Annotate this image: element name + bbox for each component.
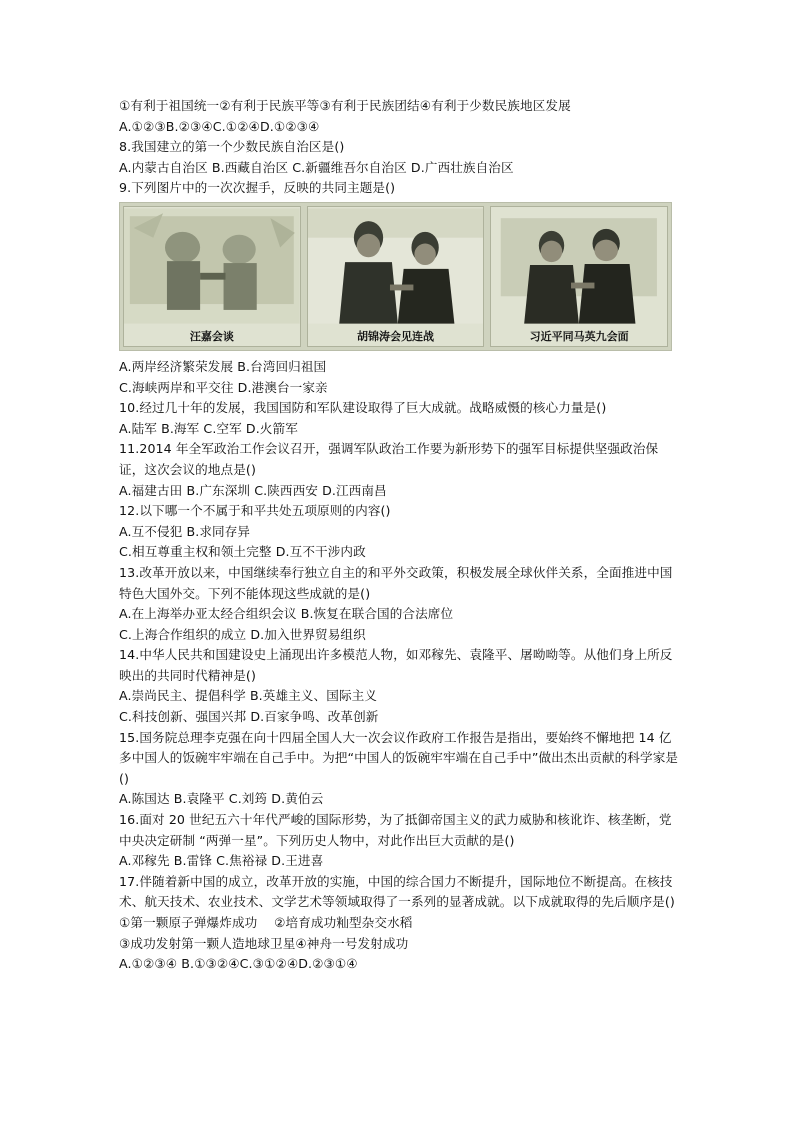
question-17: 17.伴随着新中国的成立，改革开放的实施，中国的综合国力不断提升，国际地位不断提高。在核技术、航天技术、农业技术、文学艺术等领域取得了一系列的显著成就。以下成就取得的先后顺序是() — [119, 873, 675, 910]
question-14-answers-cd: C.科技创新、强国兴邦 D.百家争鸣、改革创新 — [119, 709, 379, 725]
question-14: 14.中华人民共和国建设史上涌现出许多模范人物，如邓稼先、袁隆平、屠呦呦等。从他们身上所反映出的共同时代精神是() — [119, 647, 673, 683]
question-10-answers: A.陆军 B.海军 C.空军 D.火箭军 — [119, 420, 298, 436]
question-11: 11.2014 年全军政治工作会议召开，强调军队政治工作要为新形势下的强军目标提供坚强政治保证，这次会议的地点是() — [119, 441, 659, 477]
question-13: 13.改革开放以来，中国继续奉行独立自主的和平外交政策，积极发展全球伙伴关系，全面推进中国特色大国外交。下列不能体现这些成就的是() — [119, 564, 673, 601]
photo-caption: 胡锦涛会见连战 — [357, 329, 434, 343]
photo-caption: 汪嘉会谈 — [189, 329, 234, 343]
q7-answers: A.①②③B.②③④C.①②④D.①②③④ — [119, 118, 320, 134]
question-10: 10.经过几十年的发展，我国国防和军队建设取得了巨大成就。战略威慑的核心力量是() — [119, 400, 607, 416]
handshake-photos — [119, 202, 672, 351]
question-17-options-34: ③成功发射第一颗人造地球卫星④神舟一号发射成功 — [119, 935, 409, 951]
question-15-answers: A.陈国达 B.袁隆平 C.刘筠 D.黄伯云 — [119, 791, 324, 807]
question-8: 8.我国建立的第一个少数民族自治区是() — [119, 139, 345, 155]
question-9-answers-ab: A.两岸经济繁荣发展 B.台湾回归祖国 — [119, 358, 327, 374]
question-17-options-12: ①第一颗原子弹爆炸成功 ②培育成功籼型杂交水稻 — [119, 915, 413, 930]
question-8-answers: A.内蒙古自治区 B.西藏自治区 C.新疆维吾尔自治区 D.广西壮族自治区 — [119, 159, 514, 175]
exam-page — [119, 96, 679, 975]
question-12-answers-ab: A.互不侵犯 B.求同存异 — [119, 523, 251, 539]
photo-xi-ma-meeting — [490, 206, 668, 347]
handshake-scene-2 — [308, 207, 484, 325]
question-17-answers: A.①②③④ B.①③②④C.③①②④D.②③①④ — [119, 956, 358, 972]
photo-caption: 习近平同马英九会面 — [529, 329, 629, 343]
question-16-answers: A.邓稼先 B.雷锋 C.焦裕禄 D.王进喜 — [119, 853, 324, 869]
question-13-answers-ab: A.在上海举办亚太经合组织会议 B.恢复在联合国的合法席位 — [119, 606, 454, 622]
question-13-answers-cd: C.上海合作组织的成立 D.加入世界贸易组织 — [119, 626, 366, 642]
question-12: 12.以下哪一个不属于和平共处五项原则的内容() — [119, 503, 391, 519]
photo-wang-gu-talks — [123, 206, 301, 347]
question-15: 15.国务院总理李克强在向十四届全国人大一次会议作政府工作报告是指出，要始终不懈地把 14 亿多中国人的饭碗牢牢端在自己手中。为把“中国人的饭碗牢牢端在自己手中”做出杰出贡献的科学家是() — [119, 729, 679, 786]
question-14-answers-ab: A.崇尚民主、提倡科学 B.英雄主义、国际主义 — [119, 688, 378, 704]
question-11-answers: A.福建古田 B.广东深圳 C.陕西西安 D.江西南昌 — [119, 482, 387, 498]
handshake-scene-3 — [491, 207, 667, 325]
question-16: 16.面对 20 世纪五六十年代严峻的国际形势，为了抵御帝国主义的武力威胁和核讹诈、核垄断，党中央决定研制 “两弹一星”。下列历史人物中，对此作出巨大贡献的是() — [119, 812, 672, 848]
handshake-scene-1 — [124, 207, 300, 325]
q7-options: ①有利于祖国统一②有利于民族平等③有利于民族团结④有利于少数民族地区发展 — [119, 98, 571, 113]
question-9: 9.下列图片中的一次次握手，反映的共同主题是() — [119, 180, 396, 196]
question-12-answers-cd: C.相互尊重主权和领土完整 D.互不干涉内政 — [119, 544, 366, 560]
question-9-answers-cd: C.海峡两岸和平交往 D.港澳台一家亲 — [119, 379, 328, 395]
photo-hu-lian-meeting — [307, 206, 485, 347]
